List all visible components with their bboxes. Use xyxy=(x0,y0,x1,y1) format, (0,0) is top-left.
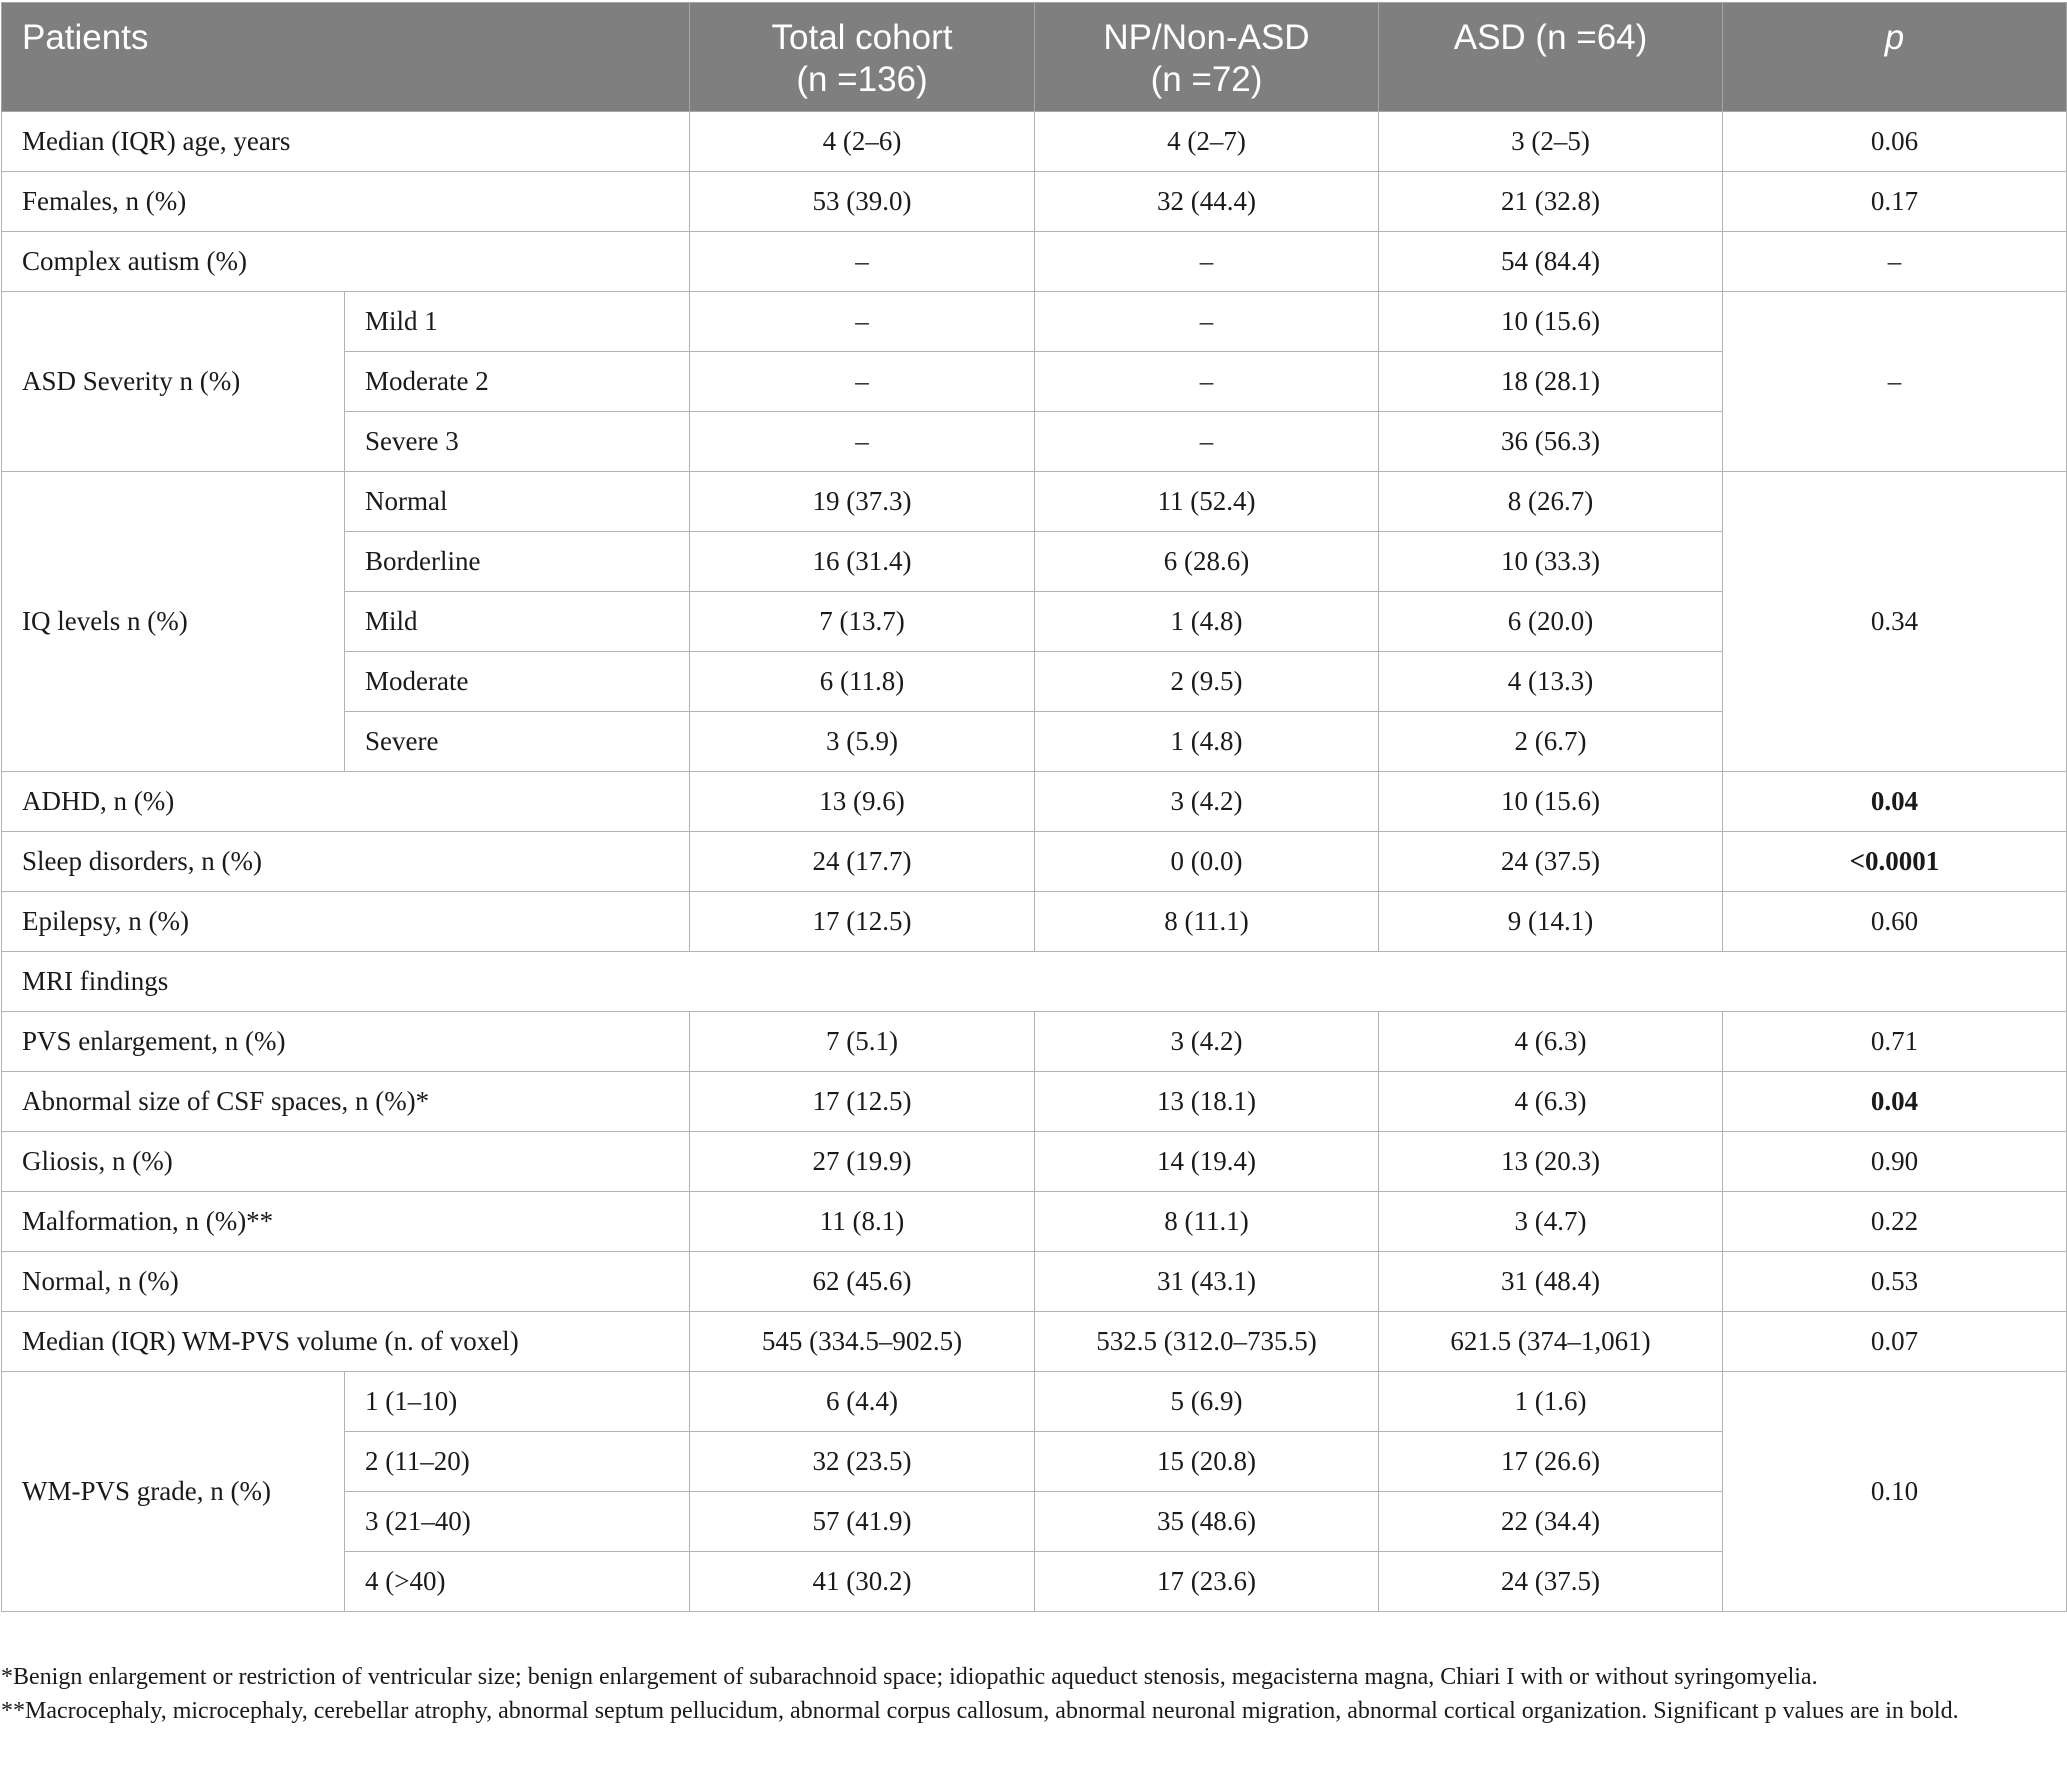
cell-p: 0.07 xyxy=(1723,1312,2067,1372)
cell-np: 3 (4.2) xyxy=(1035,772,1379,832)
cell-p: – xyxy=(1723,292,2067,472)
cell-asd: 10 (33.3) xyxy=(1379,532,1723,592)
cell-asd: 54 (84.4) xyxy=(1379,232,1723,292)
sub-label: Mild xyxy=(345,592,690,652)
group-label-grade: WM-PVS grade, n (%) xyxy=(2,1372,345,1612)
table-row xyxy=(2,772,2067,832)
table-row xyxy=(2,292,2067,352)
cell-np: 11 (52.4) xyxy=(1035,472,1379,532)
section-label-mri: MRI findings xyxy=(2,952,2067,1012)
cell-p: 0.53 xyxy=(1723,1252,2067,1312)
cell-total: 7 (13.7) xyxy=(690,592,1035,652)
cell-asd: 17 (26.6) xyxy=(1379,1432,1723,1492)
cell-np: 13 (18.1) xyxy=(1035,1072,1379,1132)
footnotes xyxy=(1,1660,2041,1728)
cell-total: 13 (9.6) xyxy=(690,772,1035,832)
header-row xyxy=(2,3,2067,112)
cell-asd: 2 (6.7) xyxy=(1379,712,1723,772)
cell-asd: 1 (1.6) xyxy=(1379,1372,1723,1432)
cell-asd: 3 (4.7) xyxy=(1379,1192,1723,1252)
cell-total: 6 (4.4) xyxy=(690,1372,1035,1432)
header-total-cohort: Total cohort (n =136) xyxy=(690,3,1035,112)
sub-label: Moderate 2 xyxy=(345,352,690,412)
cell-np: – xyxy=(1035,232,1379,292)
cell-asd: 22 (34.4) xyxy=(1379,1492,1723,1552)
cell-asd: 6 (20.0) xyxy=(1379,592,1723,652)
cell-np: – xyxy=(1035,292,1379,352)
cell-total: 11 (8.1) xyxy=(690,1192,1035,1252)
table-row xyxy=(2,472,2067,532)
cell-p-significant: <0.0001 xyxy=(1723,832,2067,892)
cell-asd: 36 (56.3) xyxy=(1379,412,1723,472)
cell-np: 1 (4.8) xyxy=(1035,712,1379,772)
cell-total: – xyxy=(690,232,1035,292)
cell-np: 8 (11.1) xyxy=(1035,892,1379,952)
cell-np: 1 (4.8) xyxy=(1035,592,1379,652)
cell-np: – xyxy=(1035,352,1379,412)
row-label: Epilepsy, n (%) xyxy=(2,892,690,952)
cell-p-significant: 0.04 xyxy=(1723,772,2067,832)
cell-total: 3 (5.9) xyxy=(690,712,1035,772)
cell-asd: 13 (20.3) xyxy=(1379,1132,1723,1192)
cell-total: 16 (31.4) xyxy=(690,532,1035,592)
cell-total: 53 (39.0) xyxy=(690,172,1035,232)
sub-label: Severe xyxy=(345,712,690,772)
table-row xyxy=(2,832,2067,892)
cell-p: 0.90 xyxy=(1723,1132,2067,1192)
cell-total: 6 (11.8) xyxy=(690,652,1035,712)
cell-total: 27 (19.9) xyxy=(690,1132,1035,1192)
sub-label: Borderline xyxy=(345,532,690,592)
cell-asd: 3 (2–5) xyxy=(1379,112,1723,172)
sub-label: Mild 1 xyxy=(345,292,690,352)
cell-np: 3 (4.2) xyxy=(1035,1012,1379,1072)
sub-label: Normal xyxy=(345,472,690,532)
cell-asd: 10 (15.6) xyxy=(1379,772,1723,832)
cell-np: 4 (2–7) xyxy=(1035,112,1379,172)
cell-np: 0 (0.0) xyxy=(1035,832,1379,892)
cell-p: 0.60 xyxy=(1723,892,2067,952)
row-label: ADHD, n (%) xyxy=(2,772,690,832)
row-label: Normal, n (%) xyxy=(2,1252,690,1312)
cell-np: 5 (6.9) xyxy=(1035,1372,1379,1432)
sub-label: 3 (21–40) xyxy=(345,1492,690,1552)
cell-total: – xyxy=(690,352,1035,412)
table-row xyxy=(2,1372,2067,1432)
cell-np: 2 (9.5) xyxy=(1035,652,1379,712)
table-row-section xyxy=(2,952,2067,1012)
cell-p: 0.71 xyxy=(1723,1012,2067,1072)
cell-asd: 18 (28.1) xyxy=(1379,352,1723,412)
cell-np: 8 (11.1) xyxy=(1035,1192,1379,1252)
cell-p: – xyxy=(1723,232,2067,292)
cell-total: 7 (5.1) xyxy=(690,1012,1035,1072)
cell-p: 0.22 xyxy=(1723,1192,2067,1252)
sub-label: 1 (1–10) xyxy=(345,1372,690,1432)
header-patients: Patients xyxy=(2,3,690,112)
row-label: Median (IQR) age, years xyxy=(2,112,690,172)
footnote-2: **Macrocephaly, microcephaly, cerebellar atrophy, abnormal septum pellucidum, abnormal corpus callosum, abnormal neuronal migration, abnormal cortical organization. Significant p values are in bold. xyxy=(1,1698,1959,1724)
cell-asd: 31 (48.4) xyxy=(1379,1252,1723,1312)
header-np-non-asd: NP/Non-ASD (n =72) xyxy=(1035,3,1379,112)
cell-np: 32 (44.4) xyxy=(1035,172,1379,232)
cell-np: 6 (28.6) xyxy=(1035,532,1379,592)
header-asd: ASD (n =64) xyxy=(1379,3,1723,112)
table-row xyxy=(2,172,2067,232)
row-label: Sleep disorders, n (%) xyxy=(2,832,690,892)
group-label-iq: IQ levels n (%) xyxy=(2,472,345,772)
row-label: PVS enlargement, n (%) xyxy=(2,1012,690,1072)
cell-asd: 4 (6.3) xyxy=(1379,1012,1723,1072)
cell-asd: 24 (37.5) xyxy=(1379,1552,1723,1612)
cell-total: – xyxy=(690,292,1035,352)
cell-asd: 4 (6.3) xyxy=(1379,1072,1723,1132)
results-table xyxy=(1,2,2067,1612)
row-label: Females, n (%) xyxy=(2,172,690,232)
cell-asd: 4 (13.3) xyxy=(1379,652,1723,712)
cell-np: 14 (19.4) xyxy=(1035,1132,1379,1192)
cell-total: – xyxy=(690,412,1035,472)
sub-label: Moderate xyxy=(345,652,690,712)
table-row xyxy=(2,1012,2067,1072)
cell-total: 17 (12.5) xyxy=(690,1072,1035,1132)
header-p: p xyxy=(1723,3,2067,112)
row-label: Abnormal size of CSF spaces, n (%)* xyxy=(2,1072,690,1132)
table-row xyxy=(2,112,2067,172)
cell-total: 32 (23.5) xyxy=(690,1432,1035,1492)
cell-total: 41 (30.2) xyxy=(690,1552,1035,1612)
table-row xyxy=(2,232,2067,292)
row-label: Gliosis, n (%) xyxy=(2,1132,690,1192)
cell-np: 35 (48.6) xyxy=(1035,1492,1379,1552)
row-label: Complex autism (%) xyxy=(2,232,690,292)
cell-asd: 9 (14.1) xyxy=(1379,892,1723,952)
cell-asd: 21 (32.8) xyxy=(1379,172,1723,232)
cell-p: 0.06 xyxy=(1723,112,2067,172)
cell-total: 19 (37.3) xyxy=(690,472,1035,532)
cell-p: 0.17 xyxy=(1723,172,2067,232)
cell-np: 15 (20.8) xyxy=(1035,1432,1379,1492)
cell-p-significant: 0.04 xyxy=(1723,1072,2067,1132)
cell-np: 532.5 (312.0–735.5) xyxy=(1035,1312,1379,1372)
row-label: Malformation, n (%)** xyxy=(2,1192,690,1252)
cell-asd: 621.5 (374–1,061) xyxy=(1379,1312,1723,1372)
footnote-1: *Benign enlargement or restriction of ventricular size; benign enlargement of subarachnoid space; idiopathic aqueduct stenosis, megacisterna magna, Chiari I with or without syringomyelia. xyxy=(1,1664,1818,1690)
cell-np: 17 (23.6) xyxy=(1035,1552,1379,1612)
row-label: Median (IQR) WM-PVS volume (n. of voxel) xyxy=(2,1312,690,1372)
sub-label: 4 (>40) xyxy=(345,1552,690,1612)
table-row xyxy=(2,1132,2067,1192)
cell-np: 31 (43.1) xyxy=(1035,1252,1379,1312)
table-row xyxy=(2,1312,2067,1372)
cell-total: 62 (45.6) xyxy=(690,1252,1035,1312)
table-row xyxy=(2,1252,2067,1312)
sub-label: 2 (11–20) xyxy=(345,1432,690,1492)
table-row xyxy=(2,1072,2067,1132)
group-label-severity: ASD Severity n (%) xyxy=(2,292,345,472)
cell-p: 0.10 xyxy=(1723,1372,2067,1612)
sub-label: Severe 3 xyxy=(345,412,690,472)
table-row xyxy=(2,892,2067,952)
cell-p: 0.34 xyxy=(1723,472,2067,772)
cell-total: 545 (334.5–902.5) xyxy=(690,1312,1035,1372)
cell-total: 57 (41.9) xyxy=(690,1492,1035,1552)
cell-asd: 24 (37.5) xyxy=(1379,832,1723,892)
cell-np: – xyxy=(1035,412,1379,472)
cell-total: 17 (12.5) xyxy=(690,892,1035,952)
cell-total: 24 (17.7) xyxy=(690,832,1035,892)
cell-asd: 10 (15.6) xyxy=(1379,292,1723,352)
cell-asd: 8 (26.7) xyxy=(1379,472,1723,532)
table-row xyxy=(2,1192,2067,1252)
cell-total: 4 (2–6) xyxy=(690,112,1035,172)
